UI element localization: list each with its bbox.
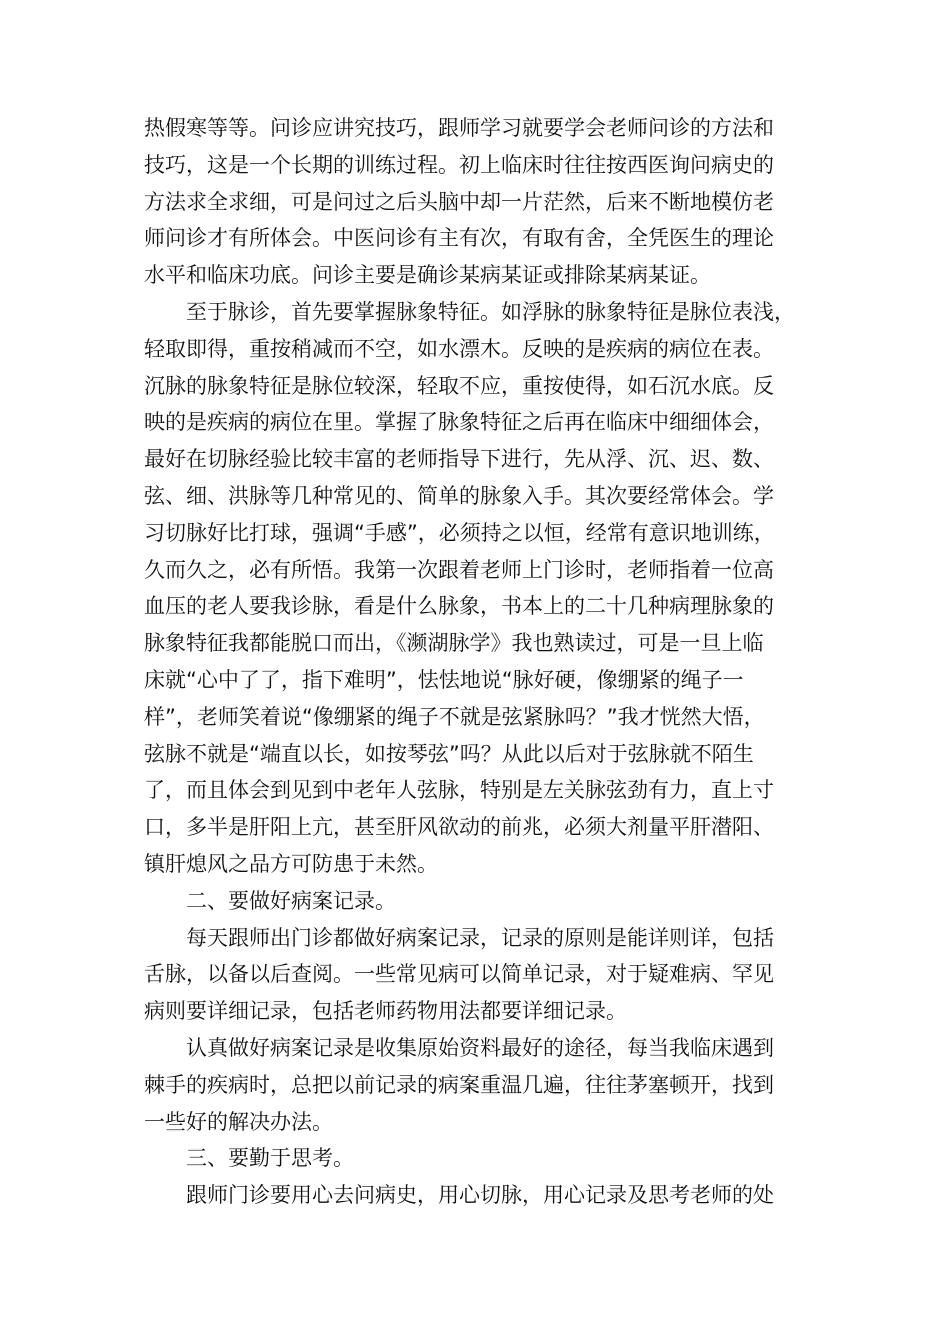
text-line: 一些好的解决办法。 [144,1109,333,1134]
text-line: 病则要详细记录，包括老师药物用法都要详细记录。 [144,999,627,1024]
text-line: 舌脉，以备以后查阅。一些常见病可以简单记录，对于疑难病、罕见 [144,962,774,987]
text-line: 水平和临床功底。问诊主要是确诊某病某证或排除某病某证。 [144,263,711,288]
text-line: 久而久之，必有所悟。我第一次跟着老师上门诊时，老师指着一位高 [144,557,774,582]
paragraph [144,110,829,294]
text-line: 床就“心中了了，指下难明”，怯怯地说“脉好硬，像绷紧的绳子一 [144,667,744,692]
text-line: 轻取即得，重按稍减而不空，如水漂木。反映的是疾病的病位在表。 [144,336,774,361]
paragraph [144,883,829,920]
paragraph [144,1140,829,1177]
text-line: 棘手的疾病时，总把以前记录的病案重温几遍，往往茅塞顿开，找到 [144,1072,774,1097]
text-line: 血压的老人要我诊脉，看是什么脉象，书本上的二十几种病理脉象的 [144,594,774,619]
text-line: 了，而且体会到见到中老年人弦脉，特别是左关脉弦劲有力，直上寸 [144,778,774,803]
text-line: 映的是疾病的病位在里。掌握了脉象特征之后再在临床中细细体会， [144,410,774,435]
text-line: 弦脉不就是“端直以长，如按琴弦”吗？从此以后对于弦脉就不陌生 [144,741,754,766]
text-line: 二、要做好病案记录。 [186,888,396,913]
paragraph [144,1177,829,1214]
text-line: 热假寒等等。问诊应讲究技巧，跟师学习就要学会老师问诊的方法和 [144,116,774,140]
text-line: 至于脉诊，首先要掌握脉象特征。如浮脉的脉象特征是脉位表浅， [186,299,795,324]
text-line: 认真做好病案记录是收集原始资料最好的途径，每当我临床遇到 [186,1035,774,1060]
text-line: 镇肝熄风之品方可防患于未然。 [144,851,438,876]
text-line: 习切脉好比打球，强调“手感”，必须持之以恒，经常有意识地训练， [144,520,775,545]
text-line: 样”，老师笑着说“像绷紧的绳子不就是弦紧脉吗？”我才恍然大悟， [144,704,765,729]
text-line: 弦、细、洪脉等几种常见的、简单的脉象入手。其次要经常体会。学 [144,483,774,508]
paragraph [144,1030,829,1140]
text-line: 三、要勤于思考。 [186,1146,354,1171]
text-line: 跟师门诊要用心去问病史，用心切脉，用心记录及思考老师的处 [186,1183,774,1208]
text-line: 最好在切脉经验比较丰富的老师指导下进行，先从浮、沉、迟、数、 [144,447,774,472]
text-line: 口，多半是肝阳上亢，甚至肝风欲动的前兆，必须大剂量平肝潜阳、 [144,815,774,840]
text-line: 方法求全求细，可是问过之后头脑中却一片茫然，后来不断地模仿老 [144,189,774,214]
paragraph [144,294,829,883]
body-text [144,110,829,1214]
text-line: 每天跟师出门诊都做好病案记录，记录的原则是能详则详，包括 [186,925,774,950]
text-line: 沉脉的脉象特征是脉位较深，轻取不应，重按使得，如石沉水底。反 [144,373,774,398]
paragraph [144,920,829,1030]
text-line: 脉象特征我都能脱口而出，《濒湖脉学》我也熟读过，可是一旦上临 [144,631,764,656]
text-line: 技巧，这是一个长期的训练过程。初上临床时往往按西医询问病史的 [144,152,774,177]
text-line: 师问诊才有所体会。中医问诊有主有次，有取有舍，全凭医生的理论 [144,226,774,251]
